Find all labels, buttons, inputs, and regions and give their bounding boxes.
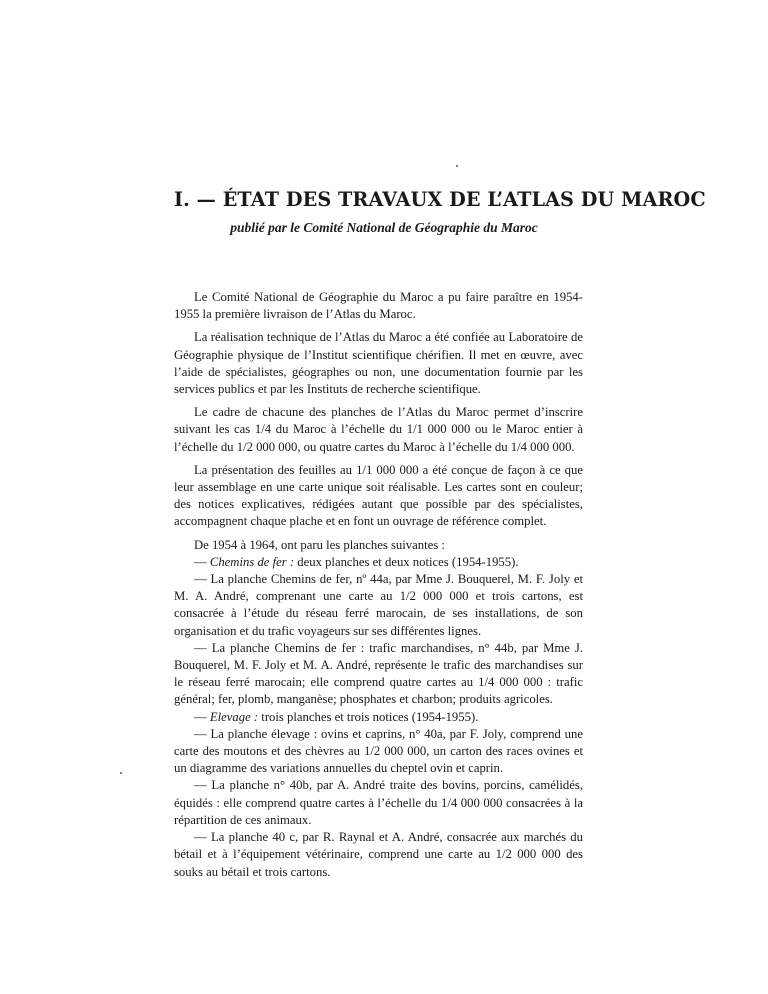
list-item: — La planche n° 40b, par A. André traite des bovins, porcins, camélidés, équidés : elle comprend quatre cartes à l’échelle du 1/4 000 000 consacrées à la répartition de ces animaux. xyxy=(174,778,583,827)
page-title: I. — ÉTAT DES TRAVAUX DE L’ATLAS DU MAROC xyxy=(174,188,706,211)
list-item xyxy=(174,709,583,726)
list-item-label: Elevage : xyxy=(209,709,259,724)
list-item: — La planche Chemins de fer : trafic marchandises, n° 44b, par Mme J. Bouquerel, M. F. Joly et M. A. André, représente le trafic des marchandises sur le réseau ferré marocain; elle comprend quatre cartes au 1/4 000 000 : trafic général; fer, plomb, manganèse; phosphates et charbon; produits agricoles. xyxy=(174,640,583,707)
body-text xyxy=(174,289,583,881)
page-subtitle: publié par le Comité National de Géographie du Maroc xyxy=(230,220,538,235)
paragraph: De 1954 à 1964, ont paru les planches suivantes : xyxy=(194,537,445,552)
paragraph: Le cadre de chacune des planches de l’Atlas du Maroc permet d’inscrire suivant les cas 1/4 du Maroc à l’échelle du 1/1 000 000 ou le Maroc entier à l’échelle du 1/2 000 000, ou quatre cartes du Maroc à l’échelle du 1/4 000 000. xyxy=(174,405,583,454)
list-item-text: trois planches et trois notices (1954-1955). xyxy=(258,709,479,724)
list-item-text: deux planches et deux notices (1954-1955). xyxy=(294,554,519,569)
dash: — xyxy=(194,709,210,724)
paragraph: La réalisation technique de l’Atlas du Maroc a été confiée au Laboratoire de Géographie physique de l’Institut scientifique chérifien. Il met en œuvre, avec l’aide de spécialistes, géographes ou non, une documentation fournie par les services publics et par les Instituts de recherche scientifique. xyxy=(174,330,583,397)
paragraph: Le Comité National de Géographie du Maroc a pu faire paraître en 1954-1955 la première livraison de l’Atlas du Maroc. xyxy=(174,290,583,322)
list-item xyxy=(174,554,583,571)
list-item: — La planche Chemins de fer, nº 44a, par Mme J. Bouquerel, M. F. Joly et M. A. André, comprenant une carte au 1/2 000 000 et trois cartons, est consacrée à l’étude du réseau ferré marocain, de ses installations, de son organisation et du trafic voyageurs sur ses différentes lignes. xyxy=(174,572,583,638)
dash: — xyxy=(194,554,210,569)
plates-list xyxy=(174,554,583,881)
paragraph: La présentation des feuilles au 1/1 000 000 a été conçue de façon à ce que leur assemblage en une carte unique soit réalisable. Les cartes sont en couleur; des notices explicatives, rédigées autant que possible par des spécialistes, accompagnent chaque plache et en font un ouvrage de référence complet. xyxy=(174,462,583,529)
list-item: — La planche 40 c, par R. Raynal et A. André, consacrée aux marchés du bétail et à l’équipement vétérinaire, comprend une carte au 1/2 000 000 des souks au bétail et trois cartons. xyxy=(174,830,583,879)
list-item-label: Chemins de fer : xyxy=(209,554,295,569)
speck-mark xyxy=(456,165,458,167)
speck-mark xyxy=(120,772,122,774)
list-item: — La planche élevage : ovins et caprins, n° 40a, par F. Joly, comprend une carte des moutons et des chèvres au 1/2 000 000, un carton des races ovines et un diagramme des variations annuelles du cheptel ovin et caprin. xyxy=(174,726,583,776)
